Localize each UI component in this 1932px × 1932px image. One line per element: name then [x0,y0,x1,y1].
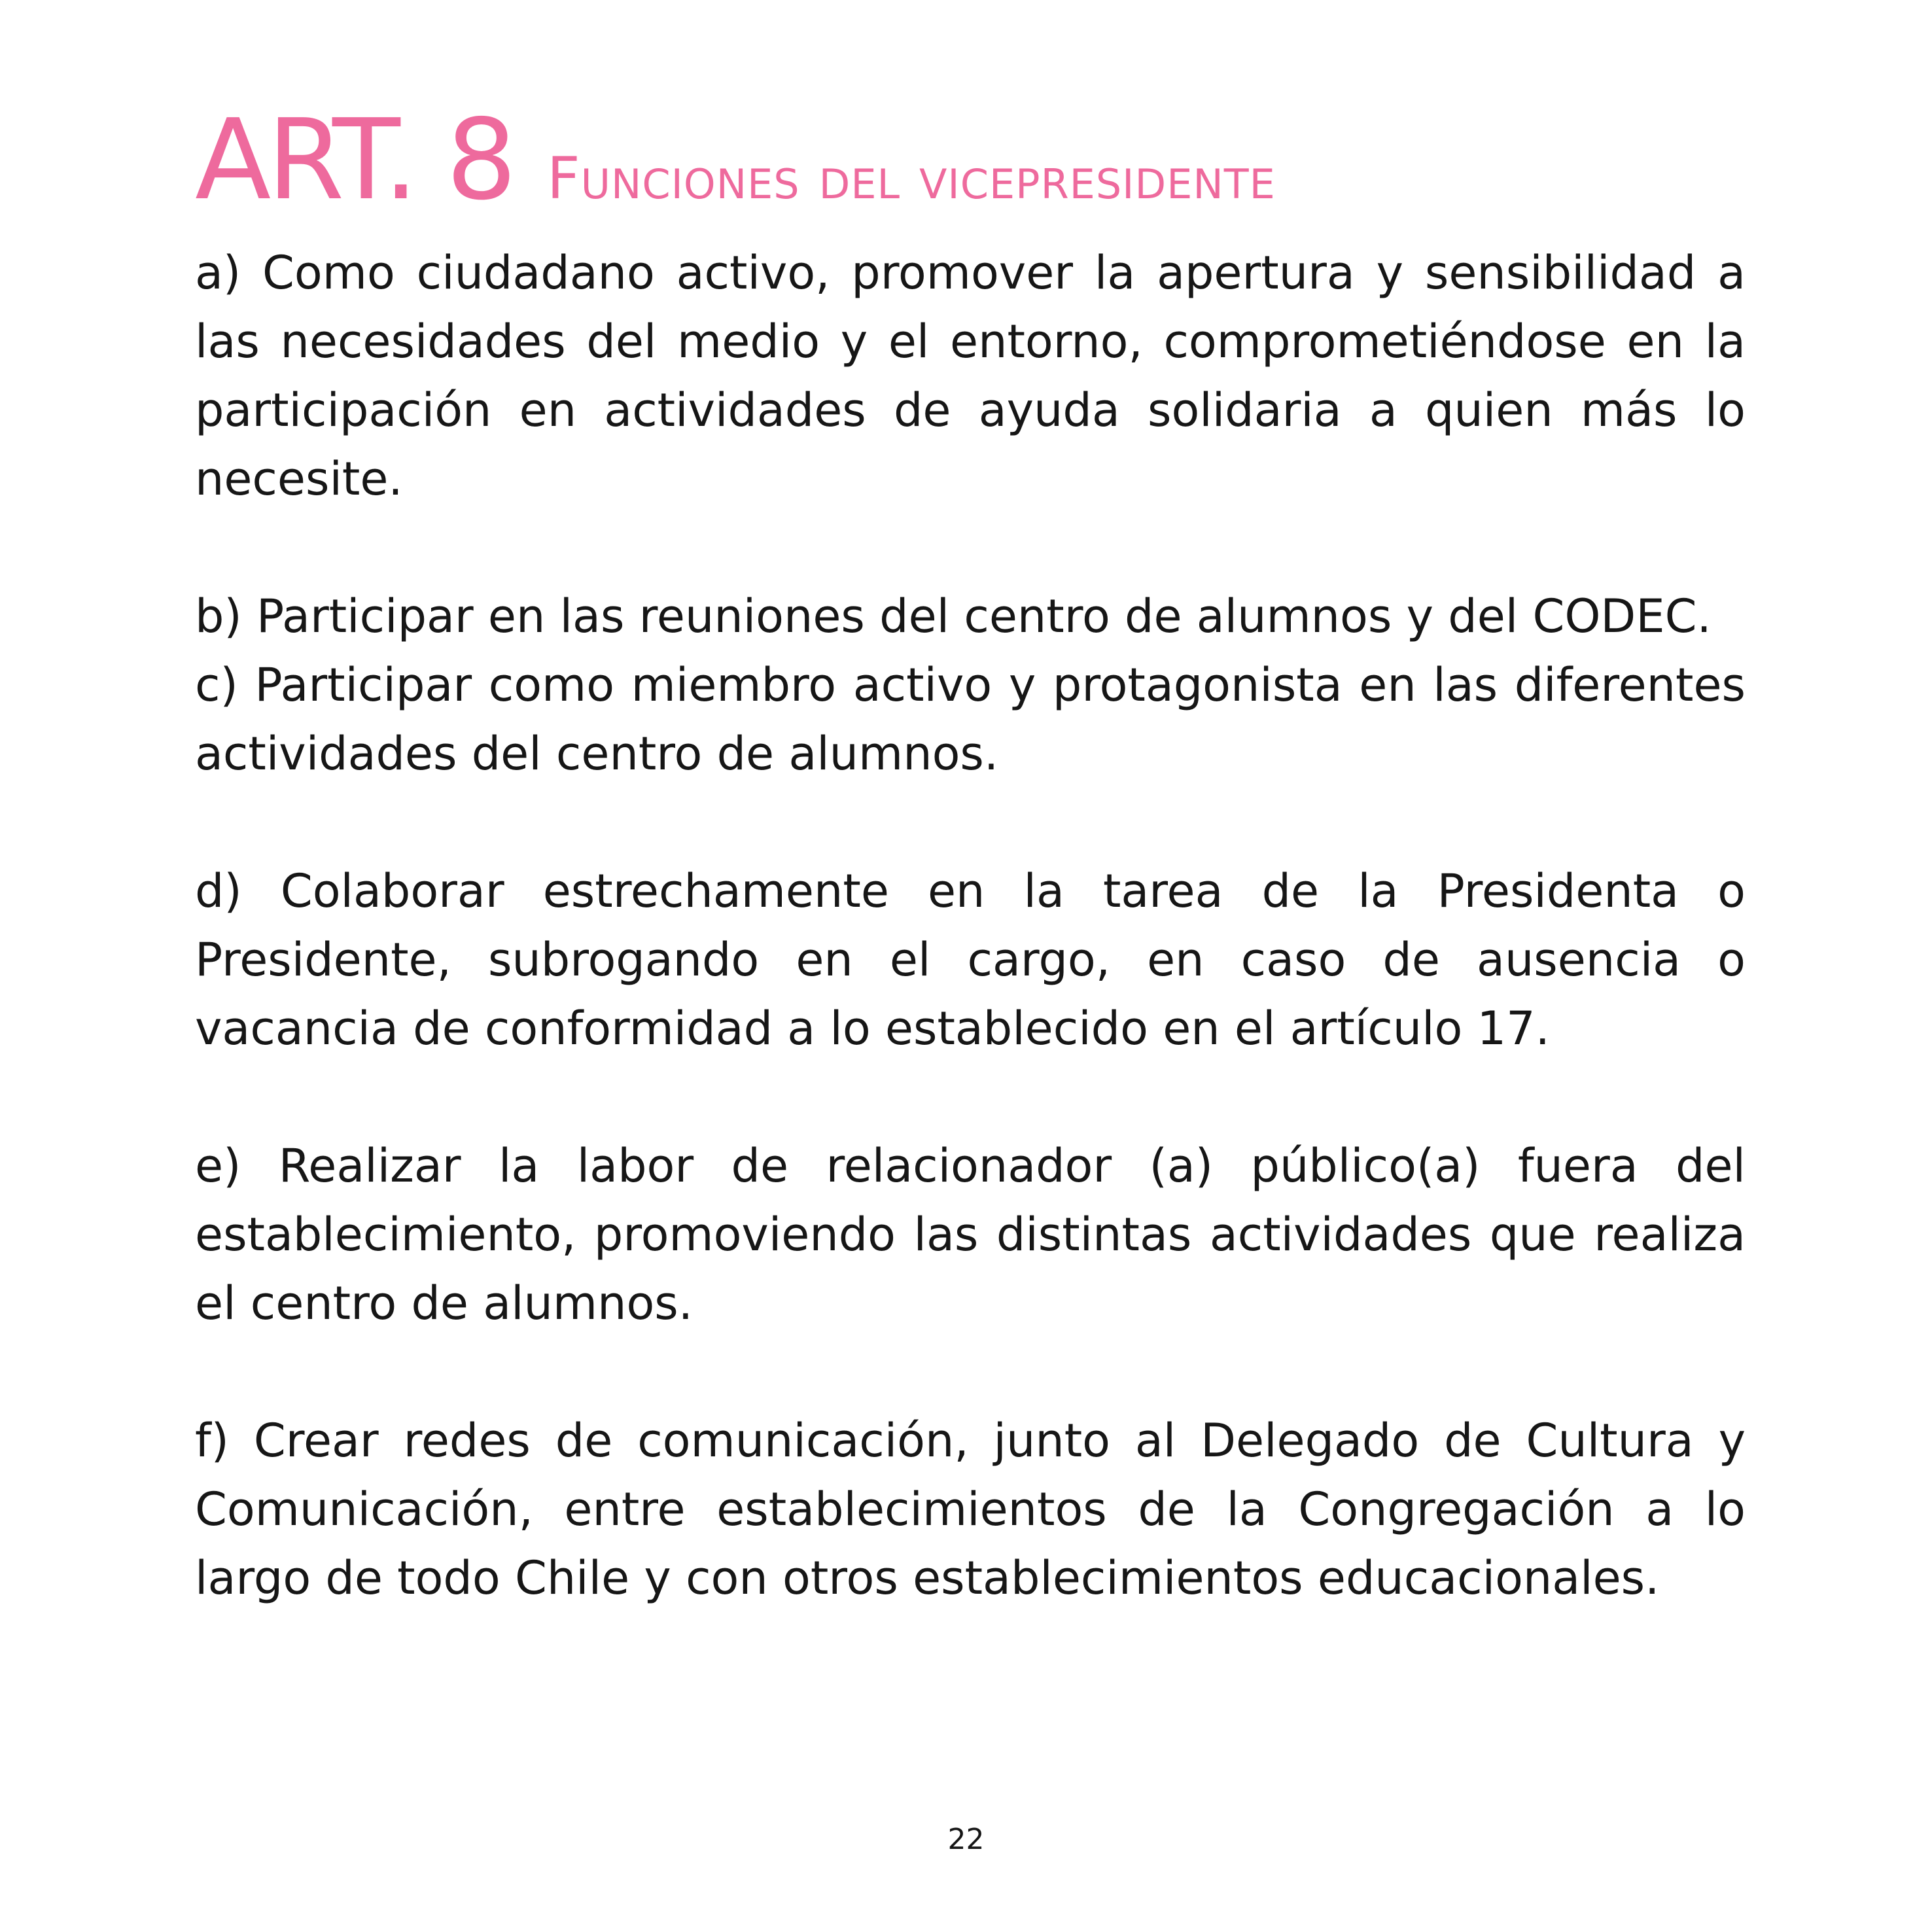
item-e: e) Realizar la labor de relacionador (a) público(a) fuera del establecimiento, promoviendo las distintas actividades que realiza el centro de alumnos. [195,1139,1746,1330]
item-b: b) Participar en las reuniones del centro de alumnos y del CODEC. [195,589,1712,643]
item-f: f) Crear redes de comunicación, junto al Delegado de Cultura y Comunicación, entre establecimientos de la Congregación a lo largo de todo Chile y con otros establecimientos educacionales. [195,1414,1746,1605]
item-d: d) Colaborar estrechamente en la tarea de la Presidenta o Presidente, subrogando en el cargo, en caso de ausencia o vacancia de conformidad a lo establecido en el artículo 17. [195,864,1746,1055]
article-body [195,239,1746,1613]
article-title: Funciones del vicepresidente [546,145,1276,212]
article-heading [195,96,1276,225]
item-a: a) Como ciudadano activo, promover la apertura y sensibilidad a las necesidades del medio y el entorno, comprometiéndose en la participación en actividades de ayuda solidaria a quien más lo necesite. [195,246,1746,506]
article-number: ART. 8 [195,96,513,225]
item-c: c) Participar como miembro activo y protagonista en las diferentes actividades del centro de alumnos. [195,658,1746,781]
page-number: 22 [947,1823,985,1856]
